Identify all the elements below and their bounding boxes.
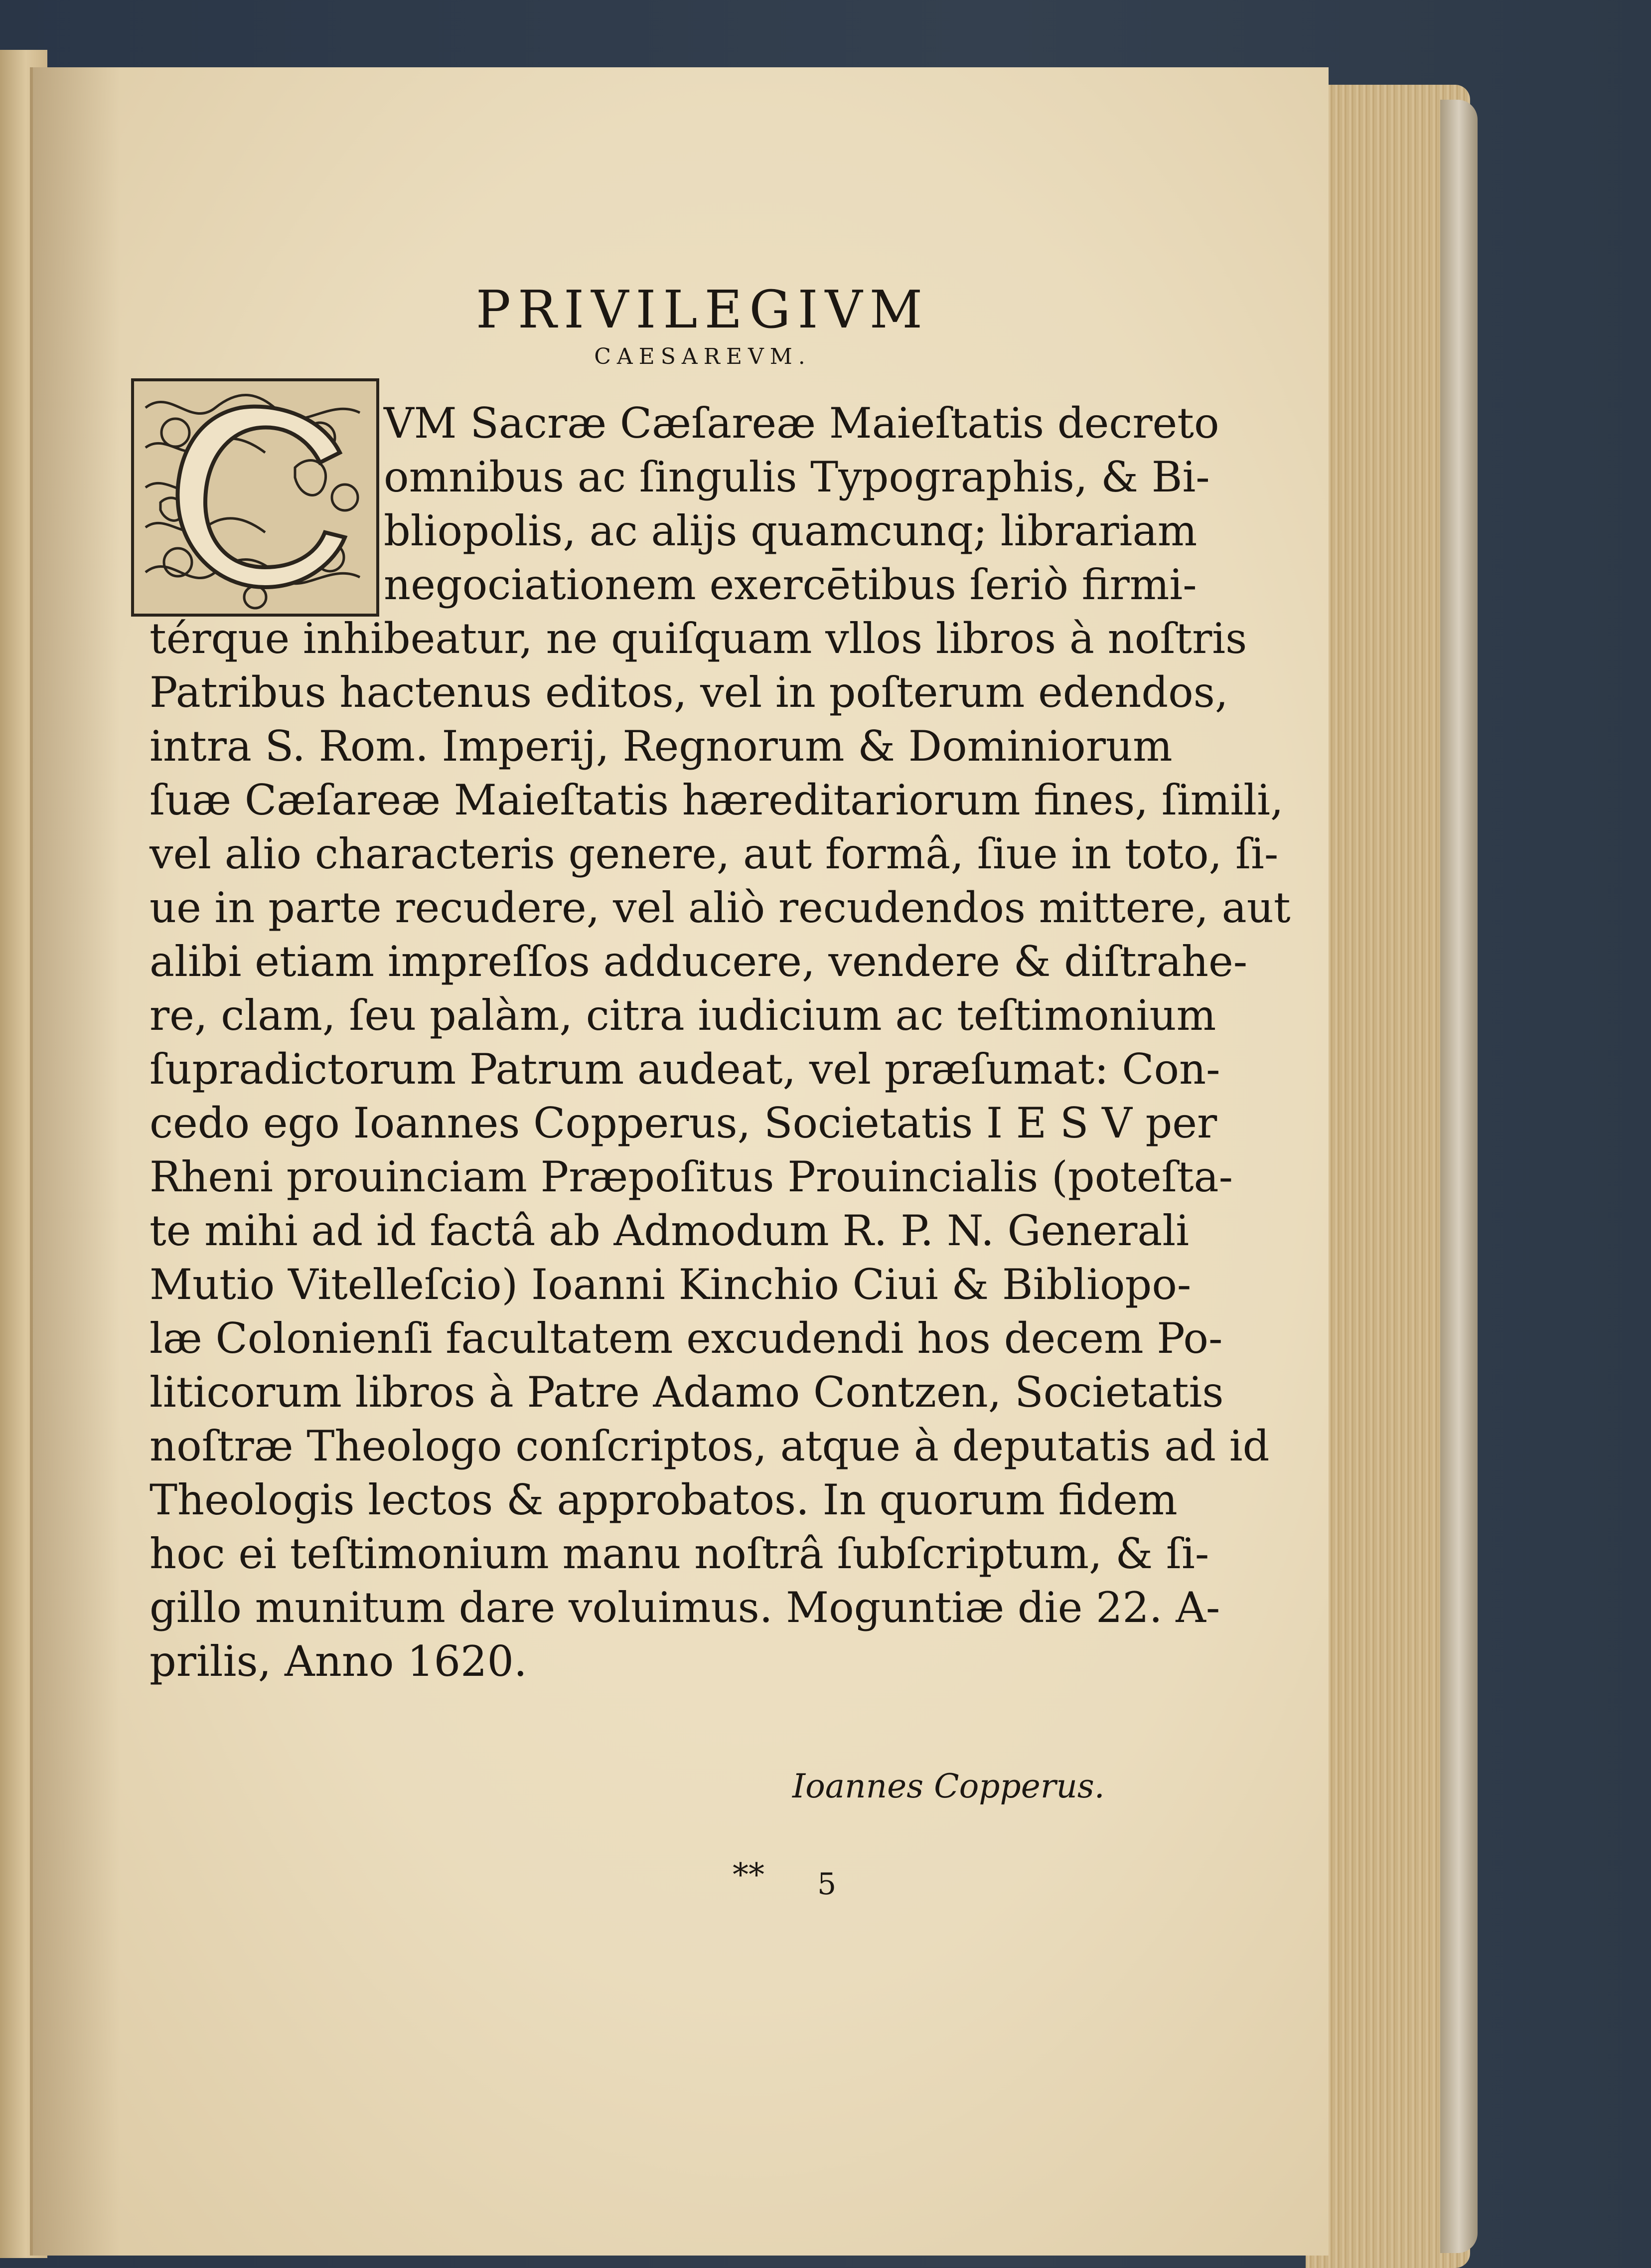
text-line: vel alio characteris genere, aut formâ, ſiue in toto, ſi- xyxy=(150,829,1279,878)
text-line: omnibus ac ſingulis Typographis, & Bi- xyxy=(384,453,1210,501)
gutter-shadow xyxy=(30,67,120,2256)
text-line: hoc ei teſtimonium manu noſtrâ ſubſcriptum, & ſi- xyxy=(150,1529,1209,1578)
page-subtitle: CAESAREVM. xyxy=(594,344,811,369)
text-line: prilis, Anno 1620. xyxy=(150,1637,527,1686)
text-line: bliopolis, ac alijs quamcunq; librariam xyxy=(384,506,1198,555)
text-line: noſtræ Theologo conſcriptos, atque à deputatis ad id xyxy=(150,1422,1270,1470)
text-line: te mihi ad id factâ ab Admodum R. P. N. Generali xyxy=(150,1206,1190,1255)
text-line: ſuæ Cæſareæ Maieſtatis hæreditariorum fines, ſimili, xyxy=(150,776,1284,824)
text-line: negociationem exercētibus ſeriò firmi- xyxy=(384,560,1197,609)
text-line: intra S. Rom. Imperij, Regnorum & Dominiorum xyxy=(150,722,1173,771)
text-line: térque inhibeatur, ne quiſquam vllos libros à noſtris xyxy=(150,614,1247,663)
text-line: Rheni prouinciam Præpoſitus Prouincialis (poteſta- xyxy=(150,1152,1233,1201)
book-cover-edge xyxy=(1440,100,1478,2253)
text-line: gillo munitum dare voluimus. Moguntiæ die 22. A- xyxy=(150,1583,1220,1632)
signature: Ioannes Copperus. xyxy=(792,1767,1105,1805)
text-line: ue in parte recudere, vel aliò recudendos mittere, aut xyxy=(150,883,1291,932)
text-line: alibi etiam impreſſos adducere, vendere & diſtrahe- xyxy=(150,937,1248,986)
decorated-initial-c-icon xyxy=(131,378,380,617)
text-line: Mutio Vitelleſcio) Ioanni Kinchio Ciui & Bibliopo- xyxy=(150,1260,1192,1309)
text-line: cedo ego Ioannes Copperus, Societatis I E S V per xyxy=(150,1099,1217,1147)
text-line: re, clam, ſeu palàm, citra iudicium ac teſtimonium xyxy=(150,991,1216,1040)
signature-mark: ** xyxy=(733,1857,764,1894)
page-title: PRIVILEGIVM xyxy=(475,279,930,340)
text-line: Patribus hactenus editos, vel in poſterum edendos, xyxy=(150,668,1228,717)
text-line: VM Sacræ Cæſareæ Maieſtatis decreto xyxy=(384,399,1219,448)
page-number: 5 xyxy=(817,1867,837,1902)
text-line: liticorum libros à Patre Adamo Contzen, Societatis xyxy=(150,1368,1224,1417)
text-line: ſupradictorum Patrum audeat, vel præſumat: Con- xyxy=(150,1045,1220,1094)
text-line: Theologis lectos & approbatos. In quorum fidem xyxy=(150,1475,1178,1524)
text-line: læ Colonienſi facultatem excudendi hos decem Po- xyxy=(150,1314,1223,1363)
